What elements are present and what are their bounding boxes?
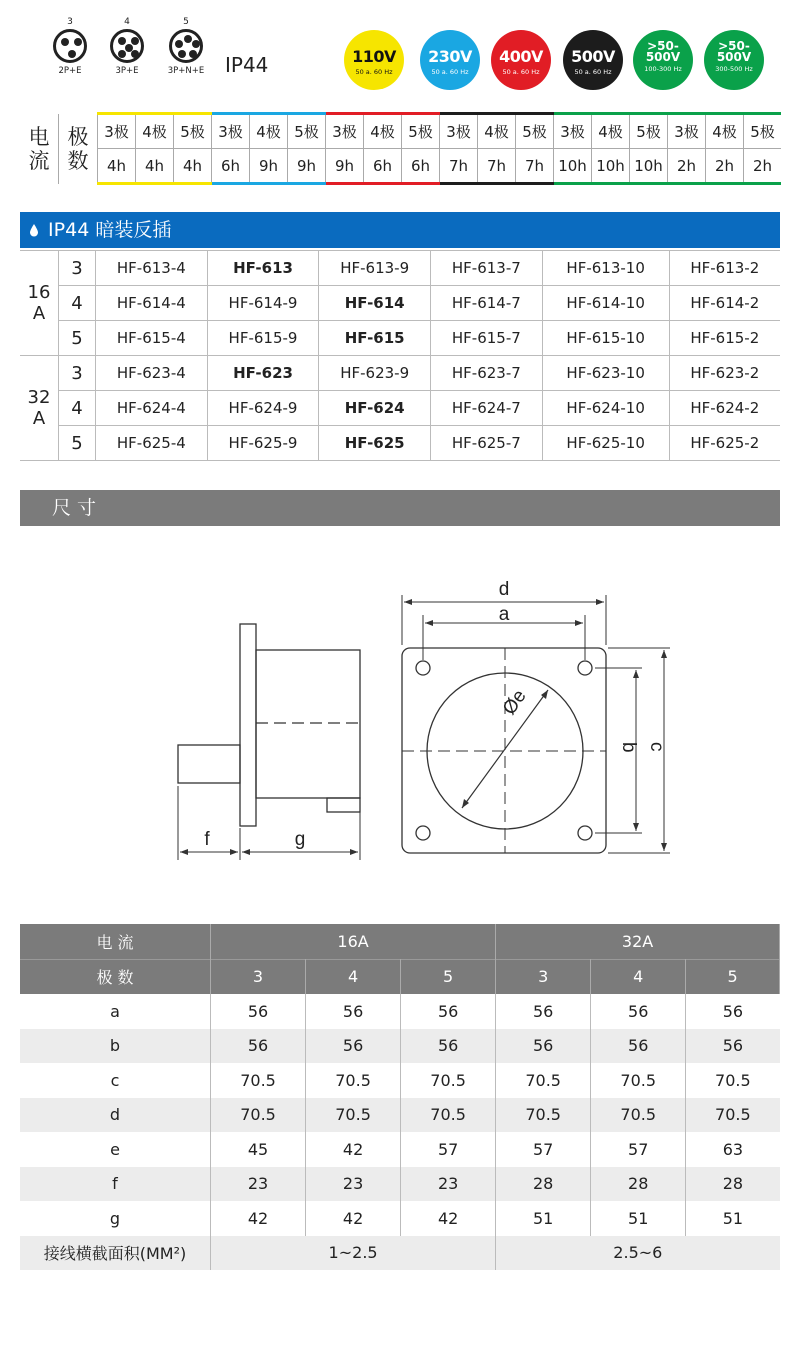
dim-row [20, 994, 780, 1029]
model-cell: HF-625 [319, 426, 431, 461]
model-cell: HF-615-2 [669, 321, 780, 356]
matrix-pole-cell: 5极 [174, 114, 212, 149]
dim-value: 70.5 [306, 1063, 401, 1098]
matrix-pole-cell: 4极 [250, 114, 288, 149]
label-c: c [646, 742, 667, 752]
model-cell: HF-615-9 [207, 321, 319, 356]
poles-header: 极 数 [20, 959, 211, 994]
dim-value: 70.5 [686, 1098, 780, 1133]
current-cell: 16 A [20, 251, 59, 356]
dim-value: 42 [211, 1201, 306, 1236]
model-cell: HF-623-7 [431, 356, 543, 391]
matrix-pole-cell: 4极 [592, 114, 630, 149]
poles-cell: 4 [59, 286, 96, 321]
model-cell: HF-613-2 [669, 251, 780, 286]
matrix-pole-cell: 4极 [478, 114, 516, 149]
voltage-label: 230V [428, 47, 472, 66]
model-cell: HF-624-9 [207, 391, 319, 426]
dim-value: 56 [496, 1029, 591, 1064]
model-cell: HF-613-4 [96, 251, 208, 286]
dim-value: 28 [686, 1167, 780, 1202]
matrix-pole-cell: 5极 [288, 114, 326, 149]
matrix-hour-cell: 4h [174, 149, 212, 184]
models-section-title: IP44 暗装反插 [48, 219, 172, 241]
dim-value: 56 [591, 1029, 686, 1064]
dim-value: 70.5 [401, 1098, 496, 1133]
voltage-badge [704, 30, 764, 90]
model-cell: HF-613-10 [542, 251, 669, 286]
poles-cell: 5 [59, 321, 96, 356]
model-cell: HF-623-10 [542, 356, 669, 391]
model-cell: HF-625-9 [207, 426, 319, 461]
model-cell: HF-623-9 [319, 356, 431, 391]
dim-value: 57 [591, 1132, 686, 1167]
model-cell: HF-625-7 [431, 426, 543, 461]
matrix-hour-cell: 10h [630, 149, 668, 184]
matrix-hour-cell: 4h [98, 149, 136, 184]
dims-section-title: 尺 寸 [52, 497, 97, 519]
dim-value: 42 [401, 1201, 496, 1236]
matrix-hour-cell: 7h [478, 149, 516, 184]
dim-value: 70.5 [591, 1098, 686, 1133]
dim-value: 56 [401, 994, 496, 1029]
dim-name: c [20, 1063, 211, 1098]
matrix-hour-cell: 9h [326, 149, 364, 184]
dim-value: 56 [211, 1029, 306, 1064]
label-b: b [618, 742, 639, 753]
model-row [20, 286, 780, 321]
matrix-pole-cell: 3极 [440, 114, 478, 149]
dim-value: 42 [306, 1132, 401, 1167]
model-cell: HF-625-2 [669, 426, 780, 461]
matrix-hour-cell: 2h [668, 149, 706, 184]
matrix-hour-cell: 6h [402, 149, 440, 184]
voltage-label: 110V [352, 47, 396, 66]
dim-value: 57 [401, 1132, 496, 1167]
models-section-header [20, 212, 780, 248]
pole-header: 4 [591, 959, 686, 994]
dim-value: 51 [591, 1201, 686, 1236]
model-cell: HF-623-4 [96, 356, 208, 391]
voltage-badge [491, 30, 551, 90]
matrix-pole-cell: 5极 [630, 114, 668, 149]
pin-config-label: 2P+E [58, 66, 82, 76]
model-cell: HF-624 [319, 391, 431, 426]
current-group-header: 16A [211, 924, 496, 959]
model-cell: HF-615 [319, 321, 431, 356]
current-group-header: 32A [496, 924, 780, 959]
model-cell: HF-614-2 [669, 286, 780, 321]
pin-count: 3 [67, 17, 73, 27]
voltage-label: 400V [499, 47, 543, 66]
dim-header-current [20, 924, 780, 959]
poles-cell: 5 [59, 426, 96, 461]
matrix-pole-cell: 5极 [402, 114, 440, 149]
wire-value: 2.5~6 [496, 1236, 780, 1271]
frequency-label: 50 a. 60 Hz [502, 68, 540, 76]
wire-value: 1~2.5 [211, 1236, 496, 1271]
dim-value: 56 [306, 1029, 401, 1064]
protection-label: IP44 [225, 53, 269, 77]
side-view-tab [327, 798, 360, 812]
frequency-label: 100-300 Hz [644, 65, 682, 73]
matrix-pole-cell: 3极 [98, 114, 136, 149]
drop-icon [30, 213, 38, 249]
pin-config-label: 3P+E [115, 66, 139, 76]
label-e: Øe [498, 686, 531, 719]
dim-value: 28 [496, 1167, 591, 1202]
model-cell: HF-625-10 [542, 426, 669, 461]
dim-value: 45 [211, 1132, 306, 1167]
current-cell: 32 A [20, 356, 59, 461]
model-cell: HF-614-4 [96, 286, 208, 321]
model-cell: HF-615-4 [96, 321, 208, 356]
matrix-hour-cell: 6h [212, 149, 250, 184]
matrix-hour-cell: 9h [250, 149, 288, 184]
model-cell: HF-615-7 [431, 321, 543, 356]
dim-value: 70.5 [715, 1070, 751, 1090]
model-row [20, 426, 780, 461]
current-label: 电 流 [28, 124, 50, 173]
dim-value: 70.5 [401, 1063, 496, 1098]
voltage-badge [633, 30, 693, 90]
label-f: f [204, 829, 210, 850]
model-cell: HF-624-2 [669, 391, 780, 426]
matrix-pole-cell: 3极 [668, 114, 706, 149]
side-view-flange [240, 624, 256, 826]
dim-value: 70.5 [306, 1098, 401, 1133]
socket-icon [110, 29, 144, 63]
model-cell: HF-624-4 [96, 391, 208, 426]
matrix-hour-cell: 7h [440, 149, 478, 184]
socket-icon [53, 29, 87, 63]
matrix-hour-cell: 2h [744, 149, 782, 184]
frequency-label: 50 a. 60 Hz [431, 68, 469, 76]
label-g: g [294, 829, 306, 850]
dim-value: 28 [591, 1167, 686, 1202]
model-cell: HF-623 [207, 356, 319, 391]
model-cell: HF-614-10 [542, 286, 669, 321]
matrix-hour-cell: 10h [554, 149, 592, 184]
pin-diagram-3 [40, 17, 100, 76]
voltage-label: 500V [571, 47, 615, 66]
matrix-hour-cell: 9h [288, 149, 326, 184]
side-view-stem [178, 745, 240, 783]
matrix-hour-cell: 6h [364, 149, 402, 184]
pin-count: 5 [183, 17, 189, 27]
dim-row [20, 1063, 780, 1098]
model-cell: HF-615-10 [542, 321, 669, 356]
pole-header: 4 [306, 959, 401, 994]
poles-cell: 3 [59, 251, 96, 286]
model-cell: HF-625-4 [96, 426, 208, 461]
dim-name: e [20, 1132, 211, 1167]
pole-header: 5 [686, 959, 780, 994]
matrix-pole-cell: 4极 [706, 114, 744, 149]
dim-value: 51 [496, 1201, 591, 1236]
model-cell: HF-613-9 [319, 251, 431, 286]
model-row [20, 251, 780, 286]
dim-row [20, 1029, 780, 1064]
pole-header: 5 [401, 959, 496, 994]
dim-value: 42 [306, 1201, 401, 1236]
matrix-pole-cell: 4极 [364, 114, 402, 149]
matrix-hour-cell: 10h [592, 149, 630, 184]
dimension-table [20, 924, 780, 1270]
dim-value: 56 [496, 994, 591, 1029]
dims-section-header [20, 490, 780, 526]
dim-value: 56 [686, 1029, 780, 1064]
dim-value: 70.5 [591, 1063, 686, 1098]
dim-value: 70.5 [496, 1098, 591, 1133]
pole-hour-matrix [20, 112, 781, 185]
label-a: a [498, 604, 510, 625]
frequency-label: 300-500 Hz [715, 65, 753, 73]
dim-name: g [20, 1201, 211, 1236]
pin-config-label: 3P+N+E [167, 66, 205, 76]
dim-row [20, 1098, 780, 1133]
dim-name: d [20, 1098, 211, 1133]
voltage-label: >50- 500V [645, 39, 681, 64]
frequency-label: 50 a. 60 Hz [355, 68, 393, 76]
dim-row [20, 1132, 780, 1167]
matrix-hour-cell: 7h [516, 149, 554, 184]
model-cell: HF-613 [207, 251, 319, 286]
dim-value: 56 [722, 1001, 744, 1021]
dim-row [20, 1167, 780, 1202]
pole-header: 3 [496, 959, 591, 994]
current-header: 电 流 [20, 924, 211, 959]
wire-row [20, 1236, 780, 1271]
pole-header: 3 [211, 959, 306, 994]
matrix-hour-cell: 4h [136, 149, 174, 184]
matrix-hour-cell: 2h [706, 149, 744, 184]
voltage-label: >50- 500V [716, 39, 752, 64]
model-cell: HF-623-2 [669, 356, 780, 391]
dim-name: b [20, 1029, 211, 1064]
dim-value: 57 [496, 1132, 591, 1167]
dim-value: 63 [722, 1139, 744, 1159]
dim-value: 56 [306, 994, 401, 1029]
label-d: d [498, 579, 510, 600]
voltage-badge [563, 30, 623, 90]
model-cell: HF-614 [319, 286, 431, 321]
dim-name: f [20, 1167, 211, 1202]
frequency-label: 50 a. 60 Hz [574, 68, 612, 76]
poles-cell: 4 [59, 391, 96, 426]
dim-value: 70.5 [211, 1098, 306, 1133]
matrix-pole-cell: 3极 [554, 114, 592, 149]
voltage-badge [420, 30, 480, 90]
dim-value: 56 [591, 994, 686, 1029]
matrix-pole-cell: 5极 [744, 114, 782, 149]
pin-count: 4 [124, 17, 130, 27]
pin-diagram-4 [97, 17, 157, 76]
dim-value: 56 [401, 1029, 496, 1064]
model-table [20, 250, 780, 461]
voltage-badge [344, 30, 404, 90]
dim-header-poles [20, 959, 780, 994]
model-cell: HF-613-7 [431, 251, 543, 286]
dim-value: 70.5 [211, 1063, 306, 1098]
socket-icon [169, 29, 203, 63]
matrix-pole-cell: 3极 [326, 114, 364, 149]
dim-value: 23 [401, 1167, 496, 1202]
model-row [20, 391, 780, 426]
dim-value: 70.5 [496, 1063, 591, 1098]
dim-value: 51 [722, 1208, 744, 1228]
model-cell: HF-624-10 [542, 391, 669, 426]
matrix-pole-cell: 4极 [136, 114, 174, 149]
wire-label: 接线横截面积(MM²) [20, 1236, 211, 1271]
pin-diagram-5 [156, 17, 216, 76]
model-cell: HF-614-9 [207, 286, 319, 321]
matrix-pole-cell: 3极 [212, 114, 250, 149]
poles-label: 极 数 [59, 114, 98, 184]
dim-name: a [20, 994, 211, 1029]
dim-value: 23 [211, 1167, 306, 1202]
side-view-body [256, 650, 360, 798]
model-row [20, 321, 780, 356]
dim-value: 56 [211, 994, 306, 1029]
dim-value: 23 [306, 1167, 401, 1202]
model-cell: HF-614-7 [431, 286, 543, 321]
poles-cell: 3 [59, 356, 96, 391]
matrix-pole-cell: 5极 [516, 114, 554, 149]
dim-row [20, 1201, 780, 1236]
model-row [20, 356, 780, 391]
model-cell: HF-624-7 [431, 391, 543, 426]
dimension-drawing [0, 540, 800, 880]
